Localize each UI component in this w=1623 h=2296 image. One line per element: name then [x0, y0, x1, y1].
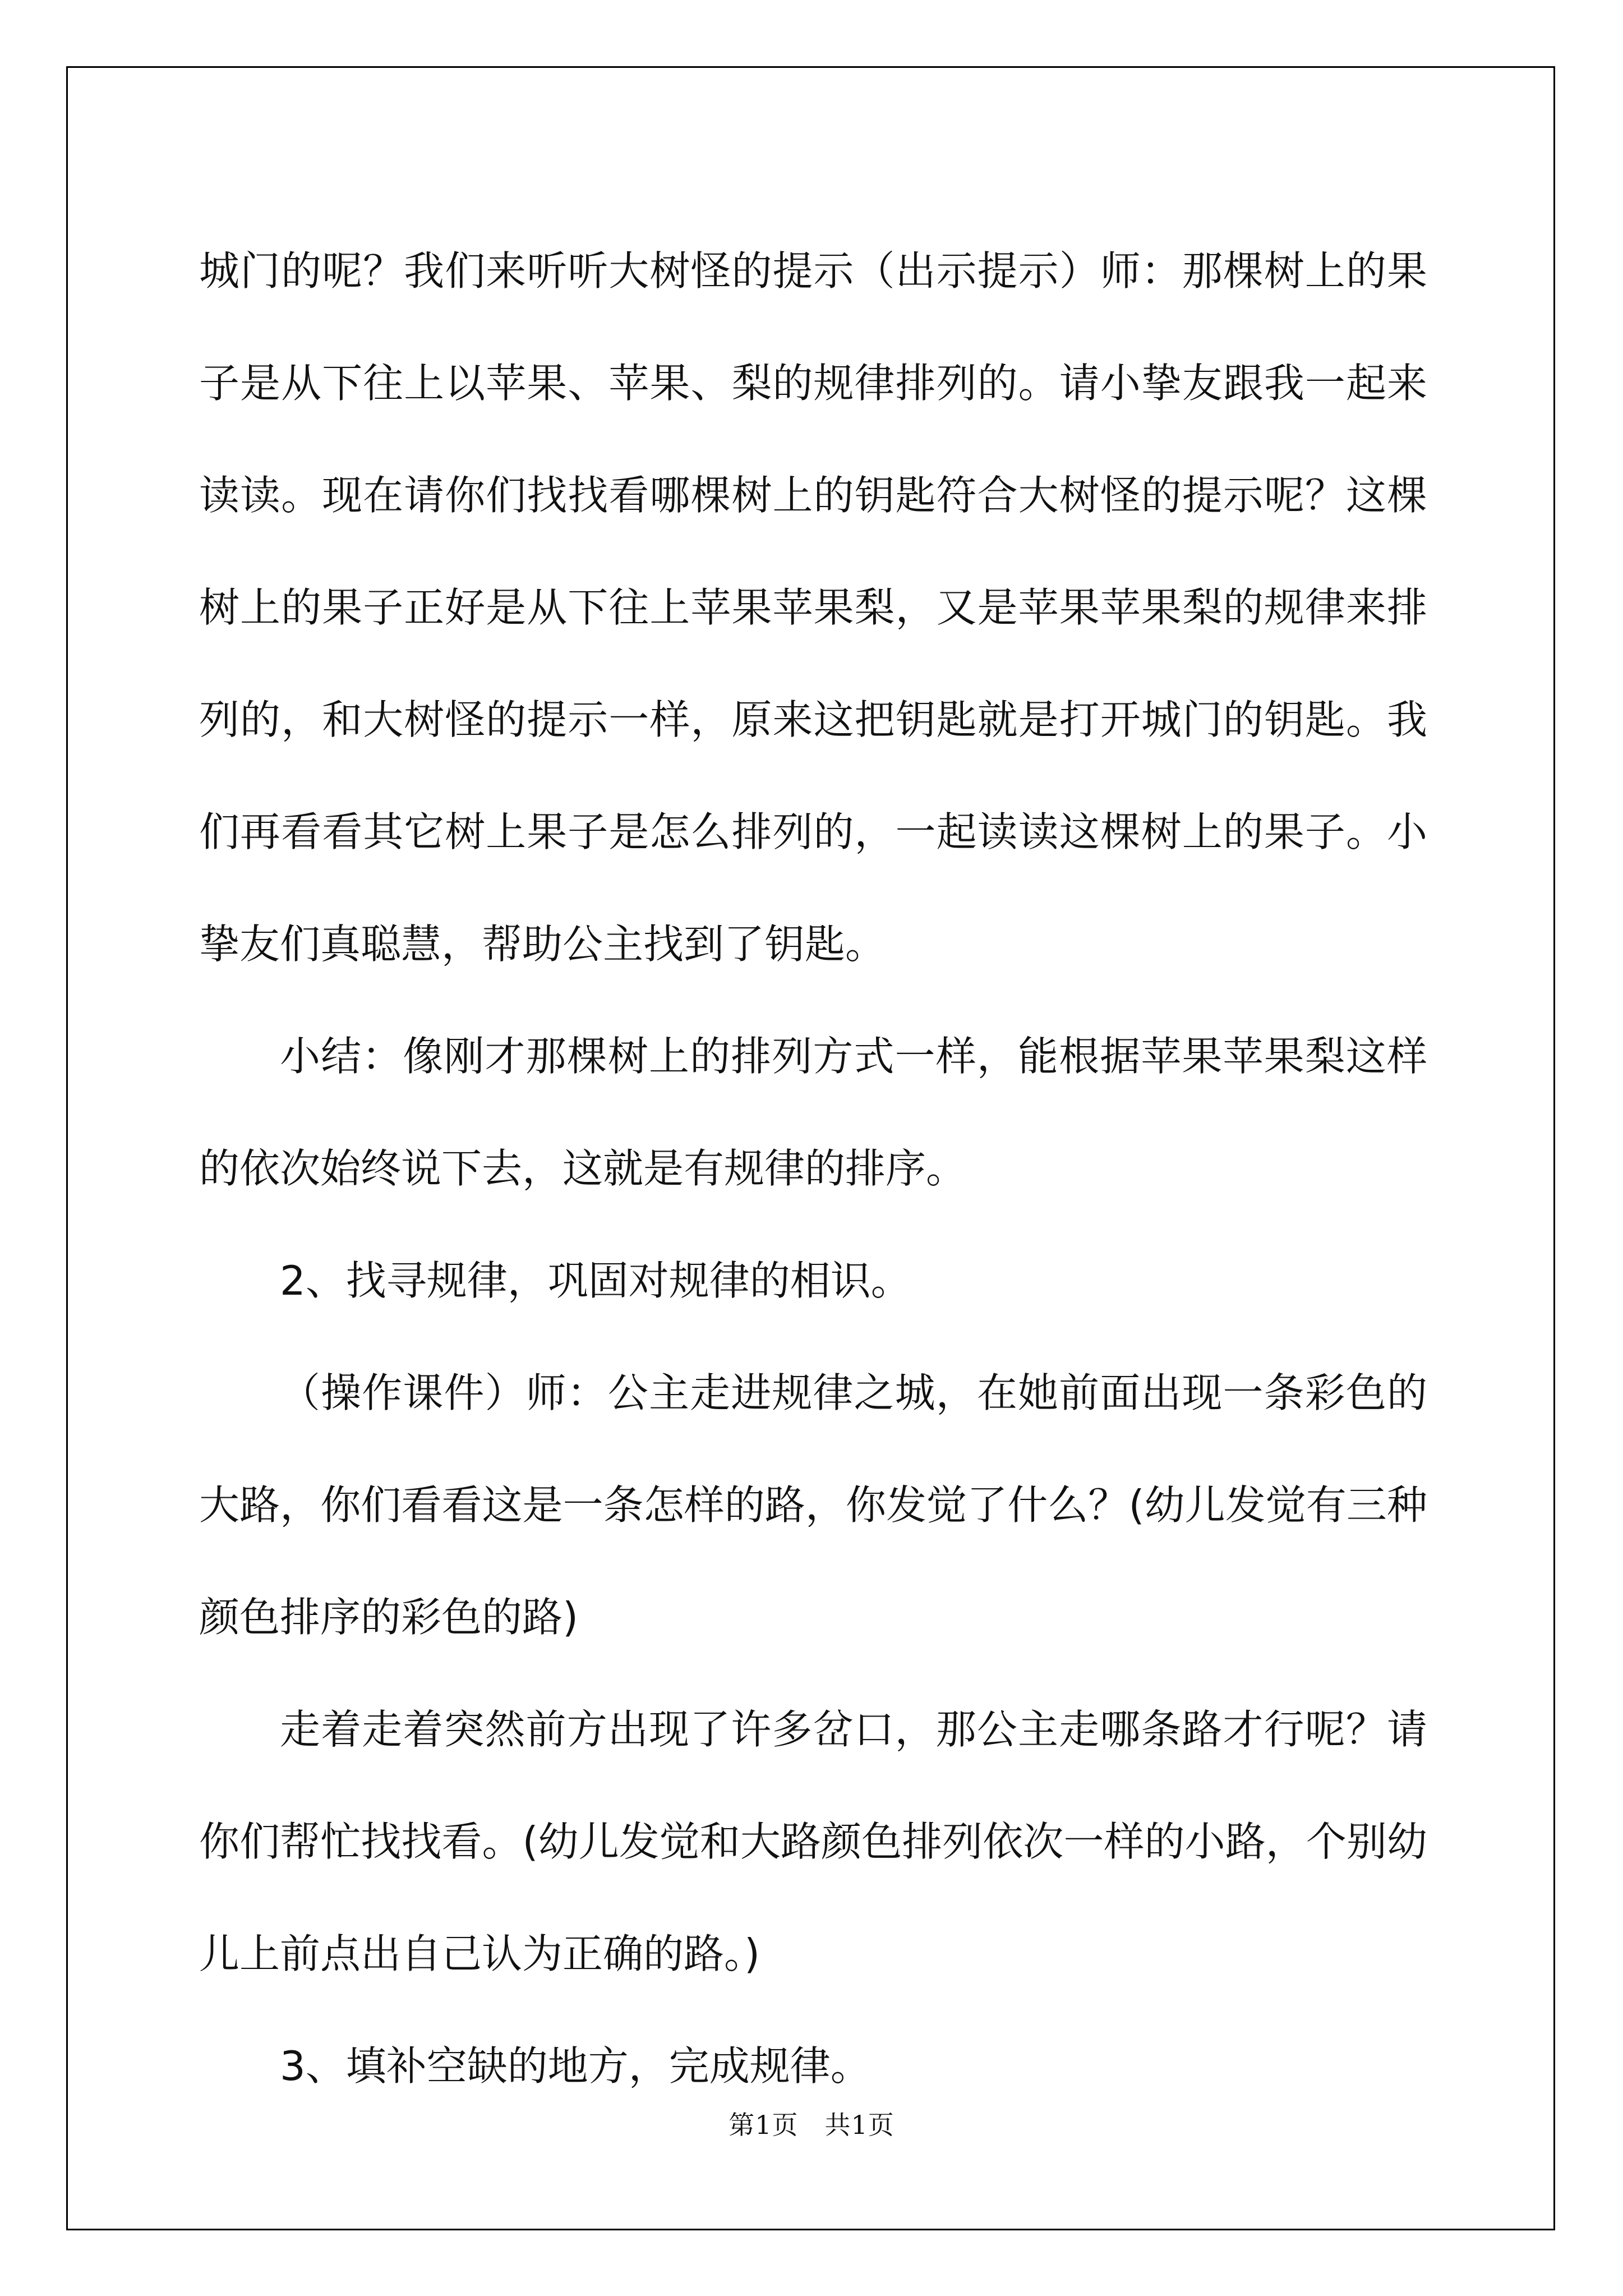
paragraph-2: 小结：像刚才那棵树上的排列方式一样，能根据苹果苹果梨这样的依次始终说下去，这就是有规律的排序。: [199, 1033, 1427, 1192]
paragraph-3: 2、找寻规律，巩固对规律的相识。: [280, 1257, 911, 1304]
paragraph-4: （操作课件）师：公主走进规律之城，在她前面出现一条彩色的大路，你们看看这是一条怎样的路，你发觉了什么？(幼儿发觉有三种颜色排序的彩色的路): [199, 1369, 1427, 1641]
paragraph-5: 走着走着突然前方出现了许多岔口，那公主走哪条路才行呢？请你们帮忙找找看。(幼儿发觉和大路颜色排列依次一样的小路，个别幼儿上前点出自己认为正确的路。): [199, 1706, 1427, 1977]
page-footer: 第1页 共1页: [728, 2110, 895, 2140]
paragraph-1: 城门的呢？我们来听听大树怪的提示（出示提示）师：那棵树上的果子是从下往上以苹果、苹果、梨的规律排列的。请小挚友跟我一起来读读。现在请你们找找看哪棵树上的钥匙符合大树怪的提示呢？这棵树上的果子正好是从下往上苹果苹果梨，又是苹果苹果梨的规律来排列的，和大树怪的提示一样，原来这把钥匙就是打开城门的钥匙。我们再看看其它树上果子是怎么排列的，一起读读这棵树上的果子。小挚友们真聪慧，帮助公主找到了钥匙。: [199, 247, 1427, 968]
document-body: [199, 215, 1427, 2122]
paragraph-6: 3、填补空缺的地方，完成规律。: [280, 2042, 871, 2090]
